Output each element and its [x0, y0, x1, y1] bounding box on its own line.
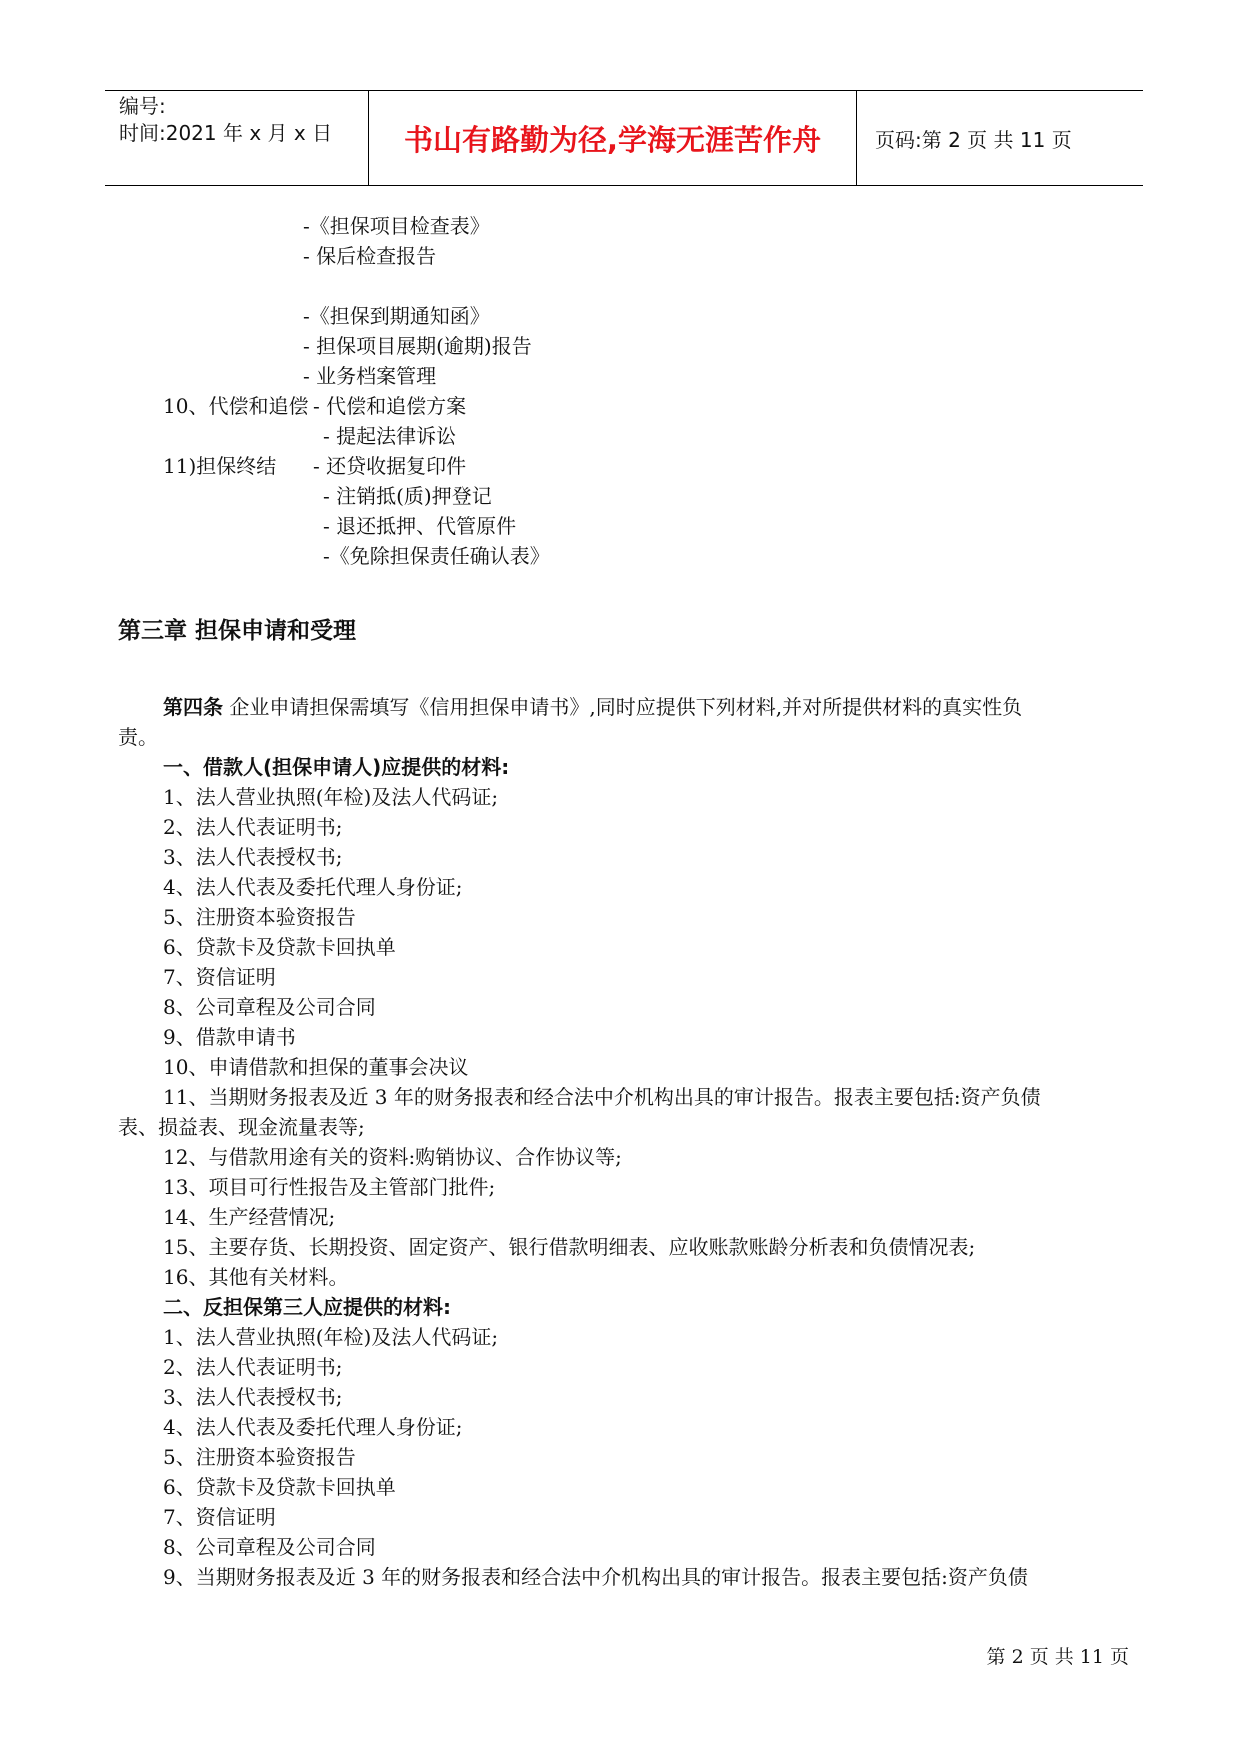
list-item: 16、其他有关材料。: [163, 1265, 349, 1289]
list-item: 4、法人代表及委托代理人身份证;: [163, 875, 463, 899]
section-title: 一、借款人(担保申请人)应提供的材料:: [163, 755, 510, 779]
flow-item: - 保后检查报告: [303, 244, 437, 268]
list-item: 7、资信证明: [163, 1505, 276, 1529]
list-item: 9、借款申请书: [163, 1025, 296, 1049]
flow-item: - 提起法律诉讼: [323, 424, 457, 448]
list-item: 14、生产经营情况;: [163, 1205, 336, 1229]
list-item: 1、法人营业执照(年检)及法人代码证;: [163, 1325, 499, 1349]
flow-item: - 代偿和追偿方案: [313, 394, 467, 418]
list-item: 3、法人代表授权书;: [163, 1385, 343, 1409]
flow-item: - 注销抵(质)押登记: [323, 484, 492, 508]
article-label: 第四条: [163, 695, 223, 719]
article-text: 企业申请担保需填写《信用担保申请书》,同时应提供下列材料,并对所提供材料的真实性负: [223, 695, 1023, 719]
list-item: 15、主要存货、长期投资、固定资产、银行借款明细表、应收账款账龄分析表和负债情况表;: [163, 1235, 976, 1259]
section-title: 二、反担保第三人应提供的材料:: [163, 1295, 451, 1319]
list-item: 2、法人代表证明书;: [163, 815, 343, 839]
list-item: 7、资信证明: [163, 965, 276, 989]
list-item: 2、法人代表证明书;: [163, 1355, 343, 1379]
list-item: 12、与借款用途有关的资料:购销协议、合作协议等;: [163, 1145, 622, 1169]
flow-step-label: 11)担保终结: [163, 454, 277, 478]
flow-item: -《担保项目检查表》: [303, 214, 490, 238]
flow-item: - 还贷收据复印件: [313, 454, 467, 478]
list-item: 10、申请借款和担保的董事会决议: [163, 1055, 469, 1079]
header-page-info: 页码:第 2 页 共 11 页: [875, 127, 1072, 152]
list-item: 9、当期财务报表及近 3 年的财务报表和经合法中介机构出具的审计报告。报表主要包括:资产负债: [163, 1565, 1028, 1589]
article-text-cont: 责。: [118, 725, 158, 749]
chapter-title: 第三章 担保申请和受理: [118, 618, 357, 644]
list-item: 8、公司章程及公司合同: [163, 1535, 376, 1559]
flow-item: -《免除担保责任确认表》: [323, 544, 550, 568]
flow-step-label: 10、代偿和追偿: [163, 394, 309, 418]
flow-item: - 退还抵押、代管原件: [323, 514, 517, 538]
list-item: 6、贷款卡及贷款卡回执单: [163, 935, 396, 959]
header-motto: 书山有路勤为径,学海无涯苦作舟: [369, 91, 857, 185]
list-item: 4、法人代表及委托代理人身份证;: [163, 1415, 463, 1439]
flow-item: -《担保到期通知函》: [303, 304, 490, 328]
doc-number-label: 编号:: [119, 94, 166, 118]
list-item-cont: 表、损益表、现金流量表等;: [118, 1115, 365, 1139]
flow-item: - 业务档案管理: [303, 364, 437, 388]
article-paragraph: [163, 692, 1022, 722]
list-item: 6、贷款卡及贷款卡回执单: [163, 1475, 396, 1499]
list-item: 3、法人代表授权书;: [163, 845, 343, 869]
doc-time-label: 时间:2021 年 x 月 x 日: [119, 121, 333, 145]
flow-item: - 担保项目展期(逾期)报告: [303, 334, 532, 358]
list-item: 11、当期财务报表及近 3 年的财务报表和经合法中介机构出具的审计报告。报表主要包括:资产负债: [163, 1085, 1041, 1109]
list-item: 5、注册资本验资报告: [163, 905, 356, 929]
header-meta: [105, 91, 369, 185]
page-header: [105, 90, 1143, 186]
list-item: 5、注册资本验资报告: [163, 1445, 356, 1469]
list-item: 1、法人营业执照(年检)及法人代码证;: [163, 785, 499, 809]
page-footer: 第 2 页 共 11 页: [986, 1646, 1129, 1668]
list-item: 13、项目可行性报告及主管部门批件;: [163, 1175, 496, 1199]
list-item: 8、公司章程及公司合同: [163, 995, 376, 1019]
